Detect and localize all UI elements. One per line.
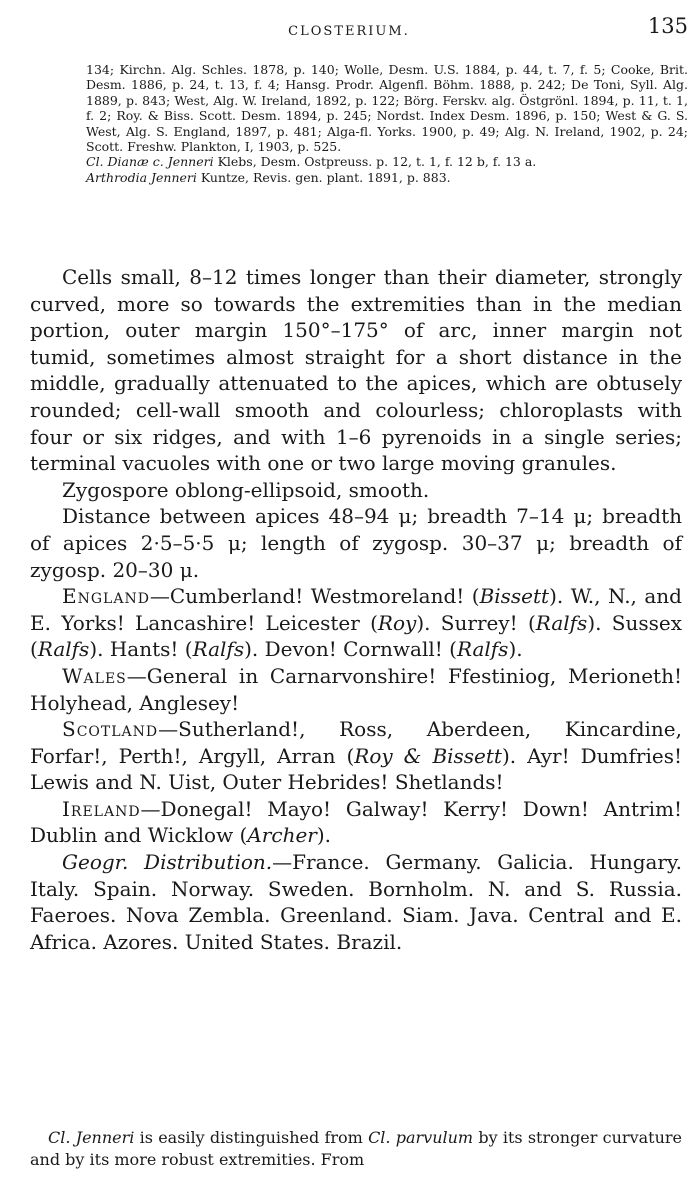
- scotland-label: Scotland: [62, 717, 159, 742]
- distribution-scotland: Scotland—Sutherland!, Ross, Aberdeen, Kincardine, Forfar!, Perth!, Argyll, Arran (Roy & Bissett). Ayr! Dumfries! Lewis and N. Uist, Outer Hebrides! Shetlands!: [30, 717, 683, 795]
- england-label: England: [62, 584, 150, 609]
- running-title: CLOSTERIUM.: [288, 24, 410, 39]
- synonym-2: [86, 170, 688, 185]
- distribution-england: England—Cumberland! Westmoreland! (Bissett). W., N., and E. Yorks! Lancashire! Leicester (Roy). Surrey! (Ralfs). Sussex (Ralfs). Hants! (Ralfs). Devon! Cornwall! (Ralfs).: [30, 584, 683, 662]
- geographic-label: Geogr. Distribution.: [62, 850, 273, 875]
- page-number: 135: [647, 14, 688, 38]
- cells-description: Cells small, 8–12 times longer than their diameter, strongly curved, more so towards the extremities than in the median portion, outer margin 150°–175° of arc, inner margin not tumid, sometimes almost straight for a short distance in the middle, gradually attenuated to the apices, which are obtusely rounded; cell-wall smooth and colourless; chloroplasts with four or six ridges, and with 1–6 pyrenoids in a single series; terminal vacuoles with one or two large moving granules.: [30, 265, 682, 476]
- synonym-1: [86, 154, 688, 169]
- distribution-ireland: Ireland—Donegal! Mayo! Galway! Kerry! Down! Antrim! Dublin and Wicklow (Archer).: [30, 796, 682, 848]
- synonym-2-name: Arthrodia Jenneri: [86, 169, 197, 185]
- distribution-wales: Wales—General in Carnarvonshire! Ffestiniog, Merioneth! Holyhead, Anglesey!: [30, 663, 682, 715]
- geographic-distribution: Geogr. Distribution.—France. Germany. Galicia. Hungary. Italy. Spain. Norway. Sweden. Bornholm. N. and S. Russia. Faeroes. Nova Zembla. Greenland. Siam. Java. Central and E. Africa. Azores. United States. Brazil.: [30, 850, 682, 954]
- dimensions: Distance between apices 48–94 μ; breadth 7–14 μ; breadth of apices 2·5–5·5 μ; length of zygosp. 30–37 μ; breadth of zygosp. 20–30 μ.: [30, 504, 682, 582]
- page-header: [0, 14, 698, 44]
- synonym-1-ref: Klebs, Desm. Ostpreuss. p. 12, t. 1, f. 12 b, f. 13 a.: [213, 154, 537, 170]
- synonym-1-name: Cl. Dianæ c. Jenneri: [86, 154, 214, 170]
- zygospore-description: Zygospore oblong-ellipsoid, smooth.: [62, 477, 430, 502]
- synonym-2-ref: Kuntze, Revis. gen. plant. 1891, p. 883.: [196, 169, 451, 185]
- references-block: [86, 62, 688, 185]
- closing-paragraph: Cl. Jenneri is easily distinguished from Cl. parvulum by its stronger curvature and by its more robust extremities. From: [30, 1128, 682, 1169]
- wales-label: Wales: [62, 663, 127, 688]
- ireland-label: Ireland: [62, 796, 141, 821]
- species-description: [30, 264, 682, 955]
- citations: 134; Kirchn. Alg. Schles. 1878, p. 140; Wolle, Desm. U.S. 1884, p. 44, t. 7, f. 5; Cooke, Brit. Desm. 1886, p. 24, t. 13, f. 4; Hansg. Prodr. Algenfl. Böhm. 1888, p. 242; De Toni, Syll. Alg. 1889, p. 843; West, Alg. W. Ireland, 1892, p. 122; Börg. Ferskv. alg. Östgrönl. 1894, p. 11, t. 1, f. 2; Roy. & Biss. Scott. Desm. 1894, p. 245; Nordst. Index Desm. 1896, p. 150; West & G. S. West, Alg. S. England, 1897, p. 481; Alga-fl. Yorks. 1900, p. 49; Alg. N. Ireland, 1902, p. 24; Scott. Freshw. Plankton, I, 1903, p. 525.: [86, 62, 688, 155]
